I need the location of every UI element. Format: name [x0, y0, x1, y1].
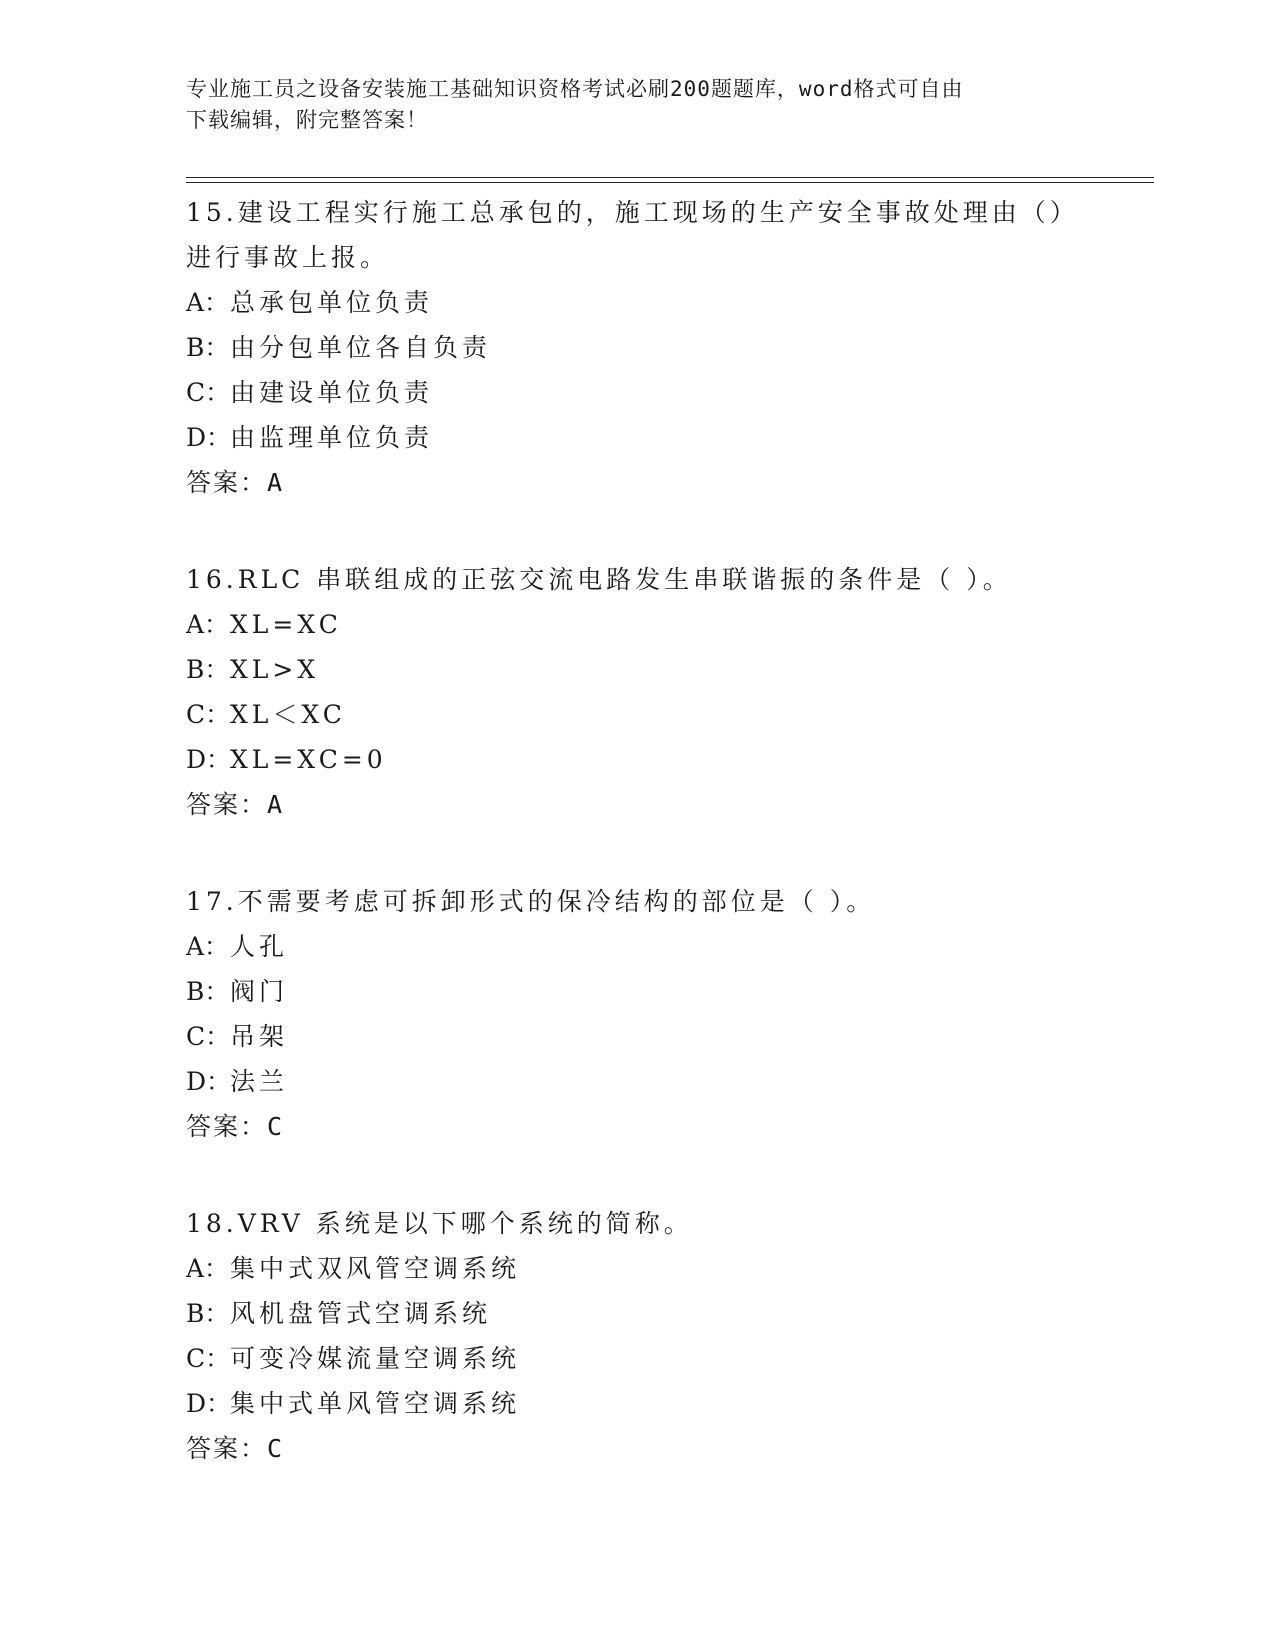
- option-key: B：: [186, 1299, 230, 1328]
- option-key: D：: [186, 745, 232, 774]
- header-divider-top: [186, 177, 1154, 178]
- option-text: XL>X: [230, 655, 320, 684]
- question-17: [186, 879, 1086, 1149]
- option-key: C：: [186, 1344, 231, 1373]
- question-stem: 15.建设工程实行施工总承包的，施工现场的生产安全事故处理由（）进行事故上报。: [186, 198, 1079, 272]
- answer-line: 答案：C: [186, 1112, 285, 1141]
- option-text: 可变冷媒流量空调系统: [230, 1344, 521, 1373]
- question-stem: 16.RLC 串联组成的正弦交流电路发生串联谐振的条件是（ ）。: [186, 565, 1012, 594]
- answer-line: 答案：A: [186, 468, 285, 497]
- question-stem: 18.VRV 系统是以下哪个系统的简称。: [186, 1209, 693, 1238]
- option-a: [186, 924, 1086, 969]
- question-15: [186, 190, 1086, 505]
- option-key: A：: [186, 932, 230, 961]
- option-c: [186, 1014, 1086, 1059]
- option-b: [186, 325, 1086, 370]
- header-line-1: 专业施工员之设备安装施工基础知识资格考试必刷200题题库，word格式可自由: [186, 77, 964, 101]
- option-text: 风机盘管式空调系统: [230, 1299, 492, 1328]
- option-key: A：: [186, 1254, 230, 1283]
- option-c: [186, 692, 1086, 737]
- option-text: 由分包单位各自负责: [230, 333, 492, 362]
- option-text: 集中式双风管空调系统: [230, 1254, 521, 1283]
- option-key: A：: [186, 610, 230, 639]
- option-a: [186, 1246, 1086, 1291]
- document-header: [186, 74, 1086, 136]
- option-key: D：: [186, 423, 232, 452]
- option-key: C：: [186, 700, 231, 729]
- option-text: XL＜XC: [230, 700, 346, 729]
- option-c: [186, 370, 1086, 415]
- question-stem: 17.不需要考虑可拆卸形式的保冷结构的部位是（ ）。: [186, 887, 876, 916]
- option-d: [186, 1381, 1086, 1426]
- option-text: 总承包单位负责: [230, 288, 434, 317]
- option-key: C：: [186, 1022, 231, 1051]
- option-text: 吊架: [230, 1022, 289, 1051]
- question-16: [186, 557, 1086, 827]
- option-a: [186, 602, 1086, 647]
- option-b: [186, 647, 1086, 692]
- option-key: B：: [186, 977, 230, 1006]
- answer-line: 答案：C: [186, 1434, 285, 1463]
- option-c: [186, 1336, 1086, 1381]
- option-d: [186, 737, 1086, 782]
- option-text: XL=XC=0: [230, 745, 387, 774]
- option-d: [186, 415, 1086, 460]
- option-d: [186, 1059, 1086, 1104]
- option-key: C：: [186, 378, 231, 407]
- header-line-2: 下载编辑，附完整答案！: [186, 108, 428, 132]
- question-list: [186, 190, 1086, 1523]
- option-b: [186, 969, 1086, 1014]
- option-key: A：: [186, 288, 230, 317]
- question-18: [186, 1201, 1086, 1471]
- header-divider-bottom: [186, 182, 1154, 183]
- option-key: D：: [186, 1067, 232, 1096]
- option-key: B：: [186, 333, 230, 362]
- option-text: 法兰: [230, 1067, 289, 1096]
- option-key: B：: [186, 655, 230, 684]
- option-a: [186, 280, 1086, 325]
- option-key: D：: [186, 1389, 232, 1418]
- option-text: 阀门: [230, 977, 289, 1006]
- answer-line: 答案：A: [186, 790, 285, 819]
- option-b: [186, 1291, 1086, 1336]
- option-text: 集中式单风管空调系统: [230, 1389, 521, 1418]
- option-text: 人孔: [230, 932, 289, 961]
- option-text: 由监理单位负责: [230, 423, 434, 452]
- option-text: 由建设单位负责: [230, 378, 434, 407]
- option-text: XL=XC: [230, 610, 342, 639]
